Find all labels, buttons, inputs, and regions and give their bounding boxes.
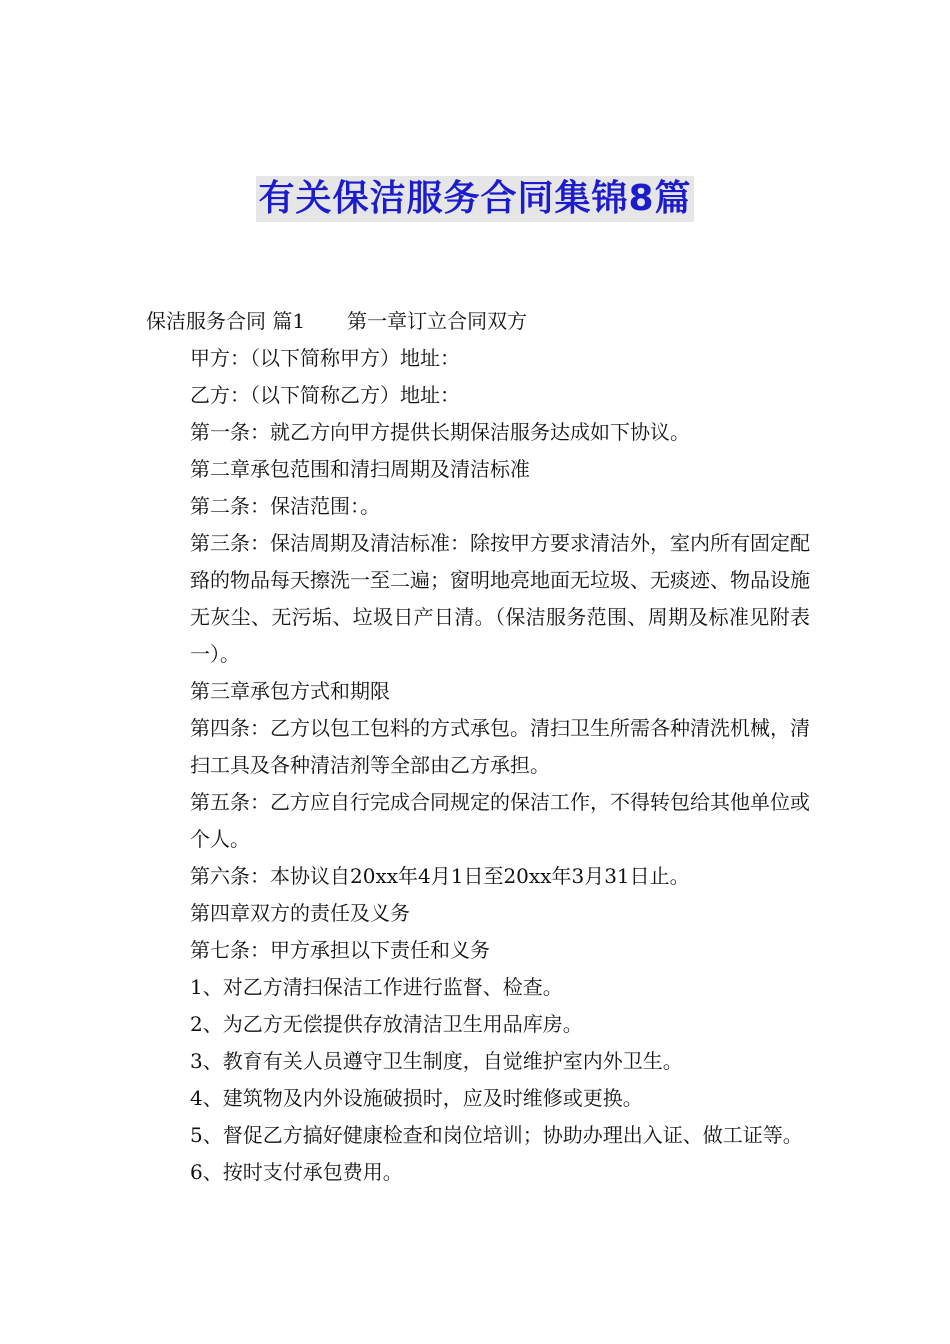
list-item: 6、按时支付承包费用。 — [190, 1160, 403, 1184]
paragraph: 第一条：就乙方向甲方提供长期保洁服务达成如下协议。 — [190, 420, 690, 444]
paragraph: 第三条：保洁周期及清洁标准：除按甲方要求清洁外，室内所有固定配臵的物品每天擦洗一至二遍；窗明地亮地面无垃圾、无痰迹、物品设施无灰尘、无污垢、垃圾日产日清。（保洁服务范围、周期及标准见附表一）。 — [190, 531, 810, 666]
list-item: 4、建筑物及内外设施破损时，应及时维修或更换。 — [190, 1086, 643, 1110]
document-body — [146, 303, 810, 1191]
contract-part-label: 保洁服务合同 篇1 — [146, 309, 306, 333]
chapter-heading: 第四章双方的责任及义务 — [190, 901, 410, 925]
paragraph: 第七条：甲方承担以下责任和义务 — [190, 938, 490, 962]
list-item: 1、对乙方清扫保洁工作进行监督、检查。 — [190, 975, 563, 999]
chapter-heading: 第三章承包方式和期限 — [190, 679, 390, 703]
paragraph: 第四条：乙方以包工包料的方式承包。清扫卫生所需各种清洗机械，清扫工具及各种清洁剂等全部由乙方承担。 — [190, 716, 810, 777]
title-block — [0, 176, 950, 222]
paragraph: 第六条：本协议自20xx年4月1日至20xx年3月31日止。 — [190, 864, 690, 888]
chapter-heading: 第一章订立合同双方 — [347, 309, 528, 333]
paragraph: 甲方：（以下简称甲方）地址： — [190, 346, 460, 370]
list-item: 3、教育有关人员遵守卫生制度，自觉维护室内外卫生。 — [190, 1049, 683, 1073]
section-heading-line — [146, 303, 810, 340]
document-title: 有关保洁服务合同集锦8篇 — [256, 176, 693, 222]
chapter-heading: 第二章承包范围和清扫周期及清洁标准 — [190, 457, 530, 481]
paragraph: 第二条：保洁范围：。 — [190, 494, 380, 518]
list-item: 2、为乙方无偿提供存放清洁卫生用品库房。 — [190, 1012, 583, 1036]
paragraph: 第五条：乙方应自行完成合同规定的保洁工作，不得转包给其他单位或个人。 — [190, 790, 810, 851]
paragraph: 乙方：（以下简称乙方）地址： — [190, 383, 460, 407]
list-item: 5、督促乙方搞好健康检查和岗位培训；协助办理出入证、做工证等。 — [190, 1123, 803, 1147]
